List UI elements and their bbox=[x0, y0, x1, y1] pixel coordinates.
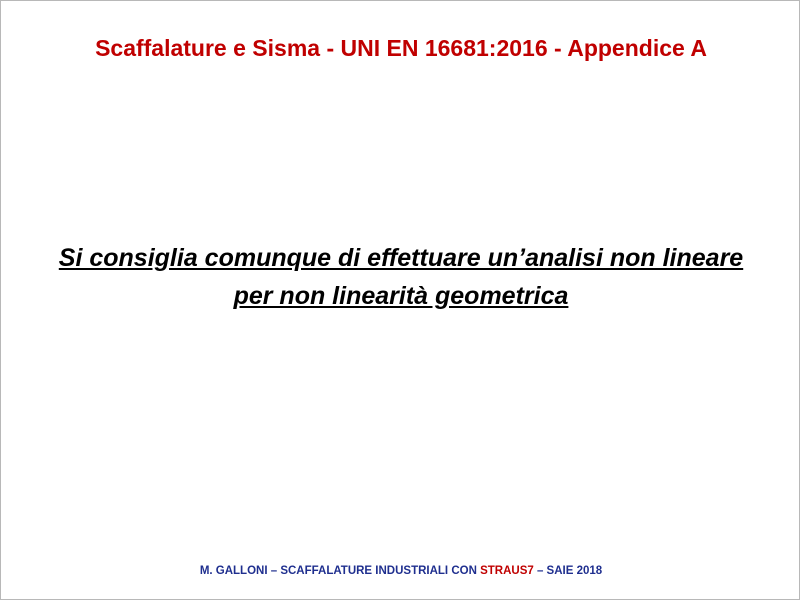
page-title: Scaffalature e Sisma - UNI EN 16681:2016 - Appendice A bbox=[95, 35, 707, 61]
slide-body bbox=[1, 241, 800, 313]
footer-text-leading: M. GALLONI – SCAFFALATURE INDUSTRIALI CON bbox=[199, 565, 481, 577]
body-line-2: per non linearità geometrica bbox=[233, 282, 569, 310]
body-line-1: Si consiglia comunque di effettuare un’analisi non lineare bbox=[58, 244, 744, 272]
footer-text-accent: STRAUS7 bbox=[480, 565, 534, 577]
slide-footer bbox=[1, 565, 800, 577]
footer-text-trailing: – SAIE 2018 bbox=[533, 565, 603, 577]
